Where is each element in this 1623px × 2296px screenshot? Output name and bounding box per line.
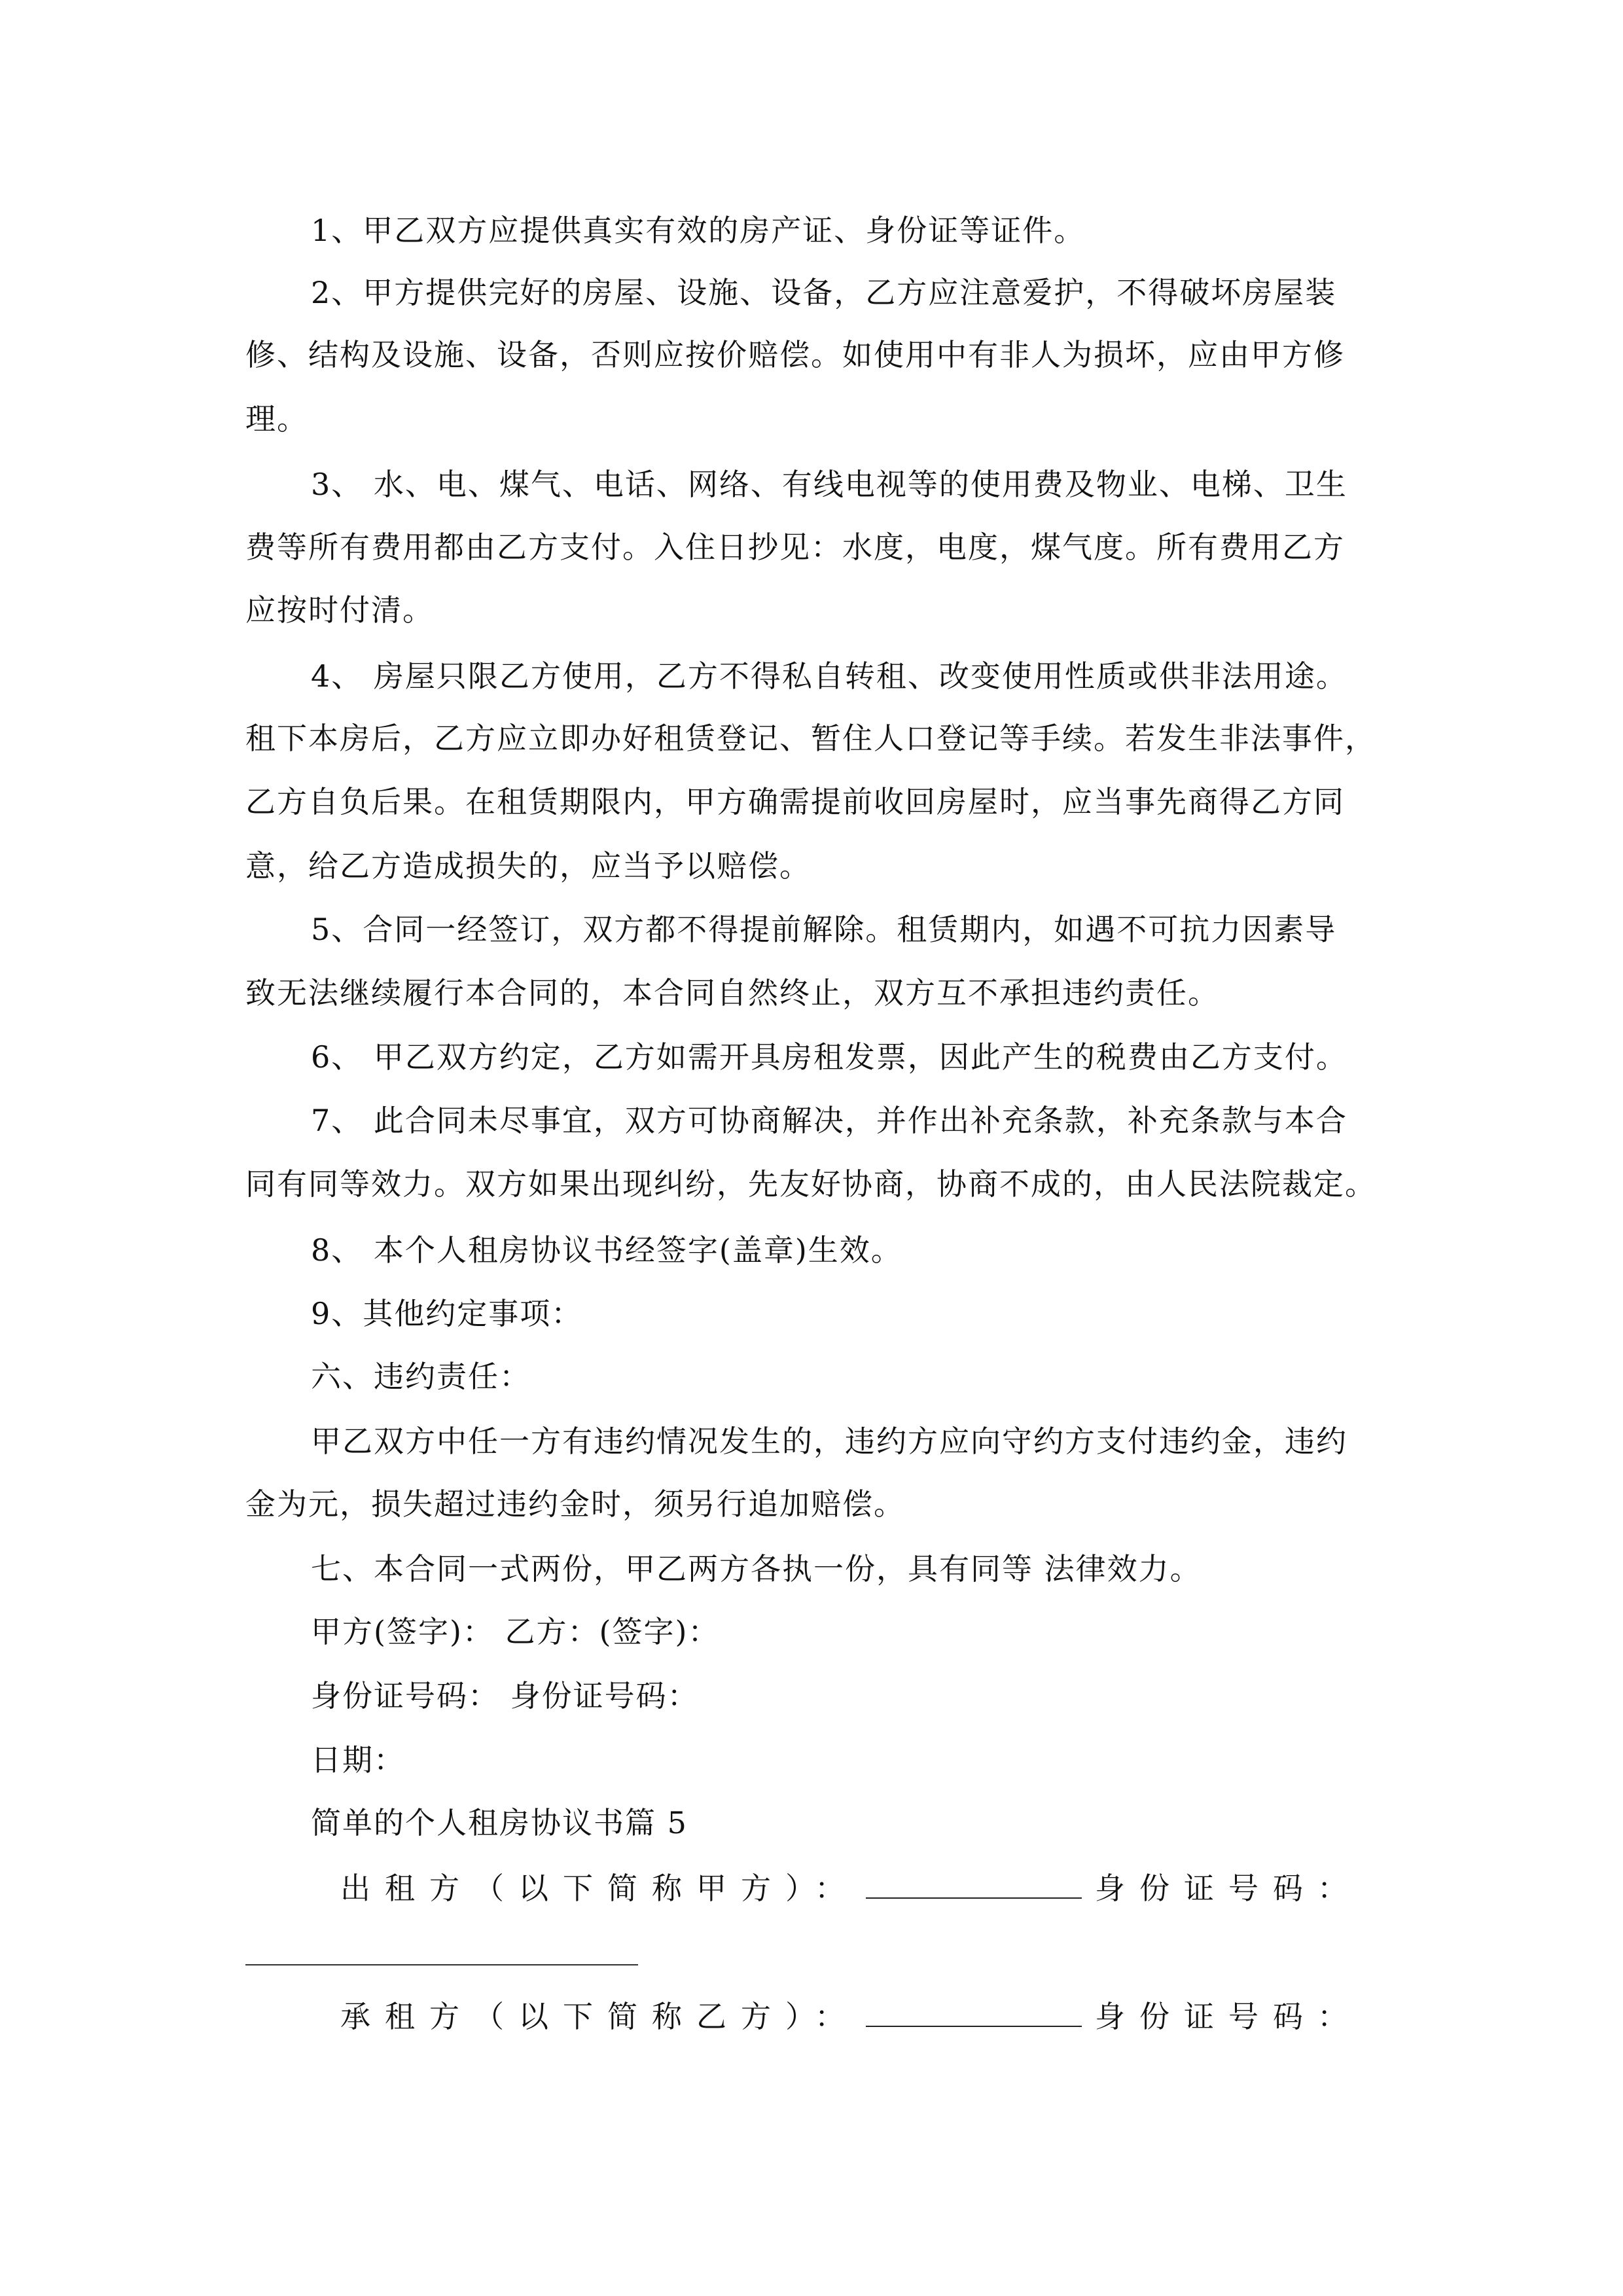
text-line: 6、 甲乙双方约定，乙方如需开具房租发票，因此产生的税费由乙方支付。 bbox=[311, 1039, 1347, 1075]
text-line: 修、结构及设施、设备，否则应按价赔偿。如使用中有非人为损坏，应由甲方修 bbox=[245, 337, 1345, 372]
text-line: 3、 水、电、煤气、电话、网络、有线电视等的使用费及物业、电梯、卫生 bbox=[311, 467, 1347, 502]
lessee-label: 承租方（以下简称乙方）： bbox=[340, 1999, 859, 2034]
text-line: 5、合同一经签订，双方都不得提前解除。租赁期内，如遇不可抗力因素导 bbox=[311, 912, 1337, 947]
text-line: 4、 房屋只限乙方使用，乙方不得私自转租、改变使用性质或供非法用途。 bbox=[311, 658, 1347, 694]
text-line: 意，给乙方造成损失的，应当予以赔偿。 bbox=[245, 848, 811, 884]
id-number-line: 身份证号码： 身份证号码： bbox=[311, 1678, 699, 1713]
text-line: 同有同等效力。双方如果出现纠纷，先友好协商，协商不成的，由人民法院裁定。 bbox=[245, 1166, 1376, 1202]
text-line: 致无法继续履行本合同的，本合同自然终止，双方互不承担违约责任。 bbox=[245, 975, 1219, 1011]
text-line: 租下本房后，乙方应立即办好租赁登记、暂住人口登记等手续。若发生非法事件， bbox=[245, 721, 1376, 756]
text-line: 7、 此合同未尽事宜，双方可协商解决，并作出补充条款，补充条款与本合 bbox=[311, 1103, 1347, 1138]
blank-underline bbox=[245, 1964, 638, 1965]
text-line: 理。 bbox=[245, 401, 308, 437]
lessee-id-label: 身份证号码： bbox=[1095, 1999, 1362, 2034]
text-line: 费等所有费用都由乙方支付。入住日抄见：水度，电度，煤气度。所有费用乙方 bbox=[245, 529, 1345, 565]
text-line: 应按时付清。 bbox=[245, 592, 434, 628]
text-line: 金为元，损失超过违约金时，须另行追加赔偿。 bbox=[245, 1486, 905, 1522]
section-title: 简单的个人租房协议书篇 5 bbox=[311, 1805, 688, 1840]
text-line: 1、甲乙双方应提供真实有效的房产证、身份证等证件。 bbox=[311, 213, 1086, 248]
text-line: 8、 本个人租房协议书经签字(盖章)生效。 bbox=[311, 1232, 902, 1268]
date-line: 日期： bbox=[311, 1742, 405, 1778]
lessee-row bbox=[340, 1997, 1362, 2036]
signature-line: 甲方(签字)： 乙方：(签字)： bbox=[311, 1614, 720, 1649]
section-heading: 六、违约责任： bbox=[311, 1359, 531, 1394]
text-line: 七、本合同一式两份，甲乙两方各执一份，具有同等 法律效力。 bbox=[311, 1551, 1202, 1587]
text-line: 9、其他约定事项： bbox=[311, 1296, 583, 1331]
lessor-blank bbox=[866, 1871, 1082, 1899]
lessor-id-label: 身份证号码： bbox=[1095, 1871, 1362, 1906]
lessee-blank bbox=[866, 2000, 1082, 2027]
text-line: 甲乙双方中任一方有违约情况发生的，违约方应向守约方支付违约金，违约 bbox=[311, 1424, 1347, 1459]
lessor-label: 出租方（以下简称甲方）： bbox=[340, 1871, 859, 1906]
text-line: 2、甲方提供完好的房屋、设施、设备，乙方应注意爱护，不得破坏房屋装 bbox=[311, 275, 1337, 310]
lessor-row bbox=[340, 1869, 1362, 1908]
text-line: 乙方自负后果。在租赁期限内，甲方确需提前收回房屋时，应当事先商得乙方同 bbox=[245, 784, 1345, 819]
